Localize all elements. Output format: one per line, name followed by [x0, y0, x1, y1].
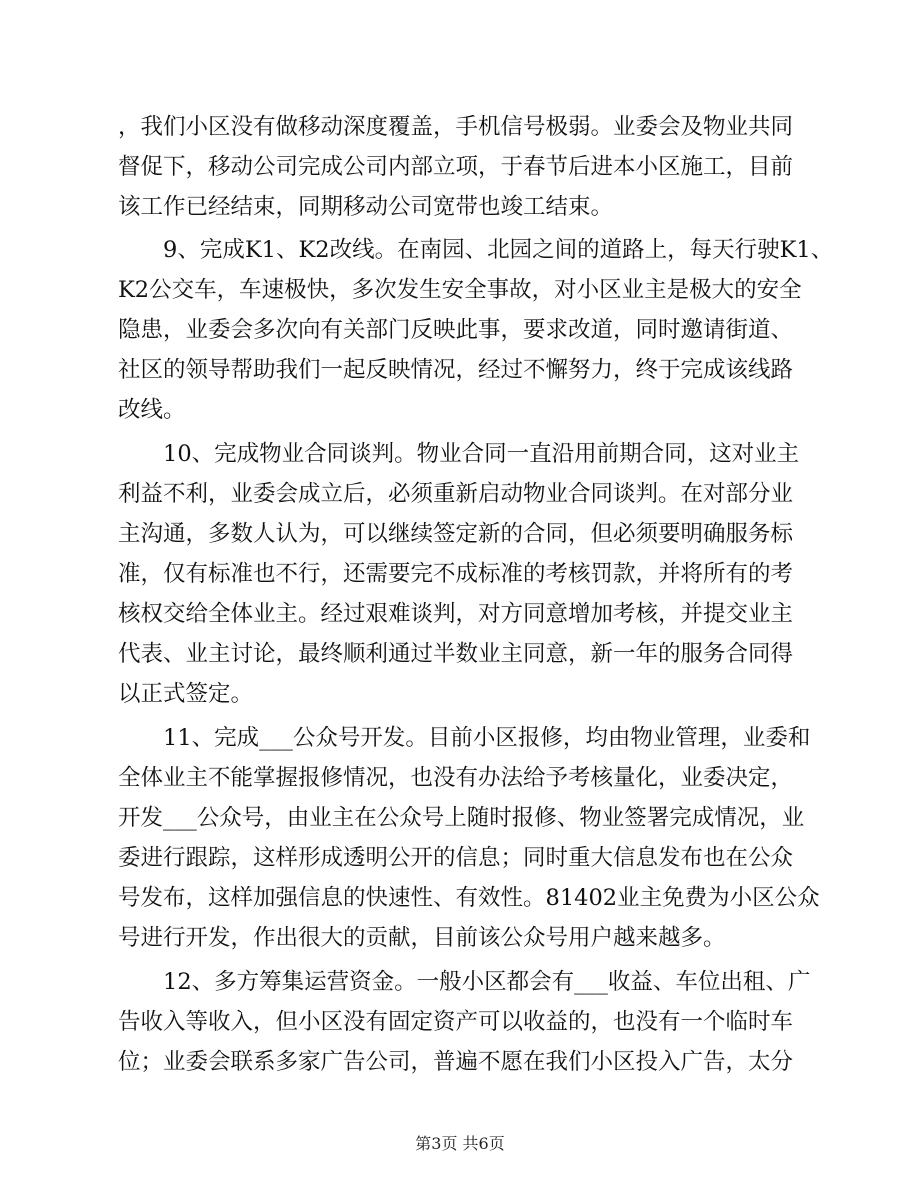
page-number-footer: 第3页 共6页 — [415, 1134, 505, 1153]
body-text-line: 号进行开发，作出很大的贡献，目前该公众号用户越来越多。 — [118, 925, 726, 951]
body-text-line: 代表、业主讨论，最终顺利通过半数业主同意，新一年的服务合同得 — [118, 641, 794, 667]
body-text-line: 准，仅有标准也不行，还需要完不成标准的考核罚款，并将所有的考 — [118, 561, 794, 587]
body-text-line: 主沟通，多数人认为，可以继续签定新的合同，但必须要明确服务标 — [118, 521, 794, 547]
body-text-line: 以正式签定。 — [118, 681, 254, 707]
body-text-line: 11、完成___公众号开发。目前小区报修，均由物业管理，业委和 — [118, 725, 811, 751]
body-text-line: 利益不利，业委会成立后，必须重新启动物业合同谈判。在对部分业 — [118, 481, 794, 507]
body-text-line: 核权交给全体业主。经过艰难谈判，对方同意增加考核，并提交业主 — [118, 601, 794, 627]
body-text-line: 位；业委会联系多家广告公司，普遍不愿在我们小区投入广告，太分 — [118, 1049, 794, 1075]
body-text-line: 改线。 — [118, 397, 186, 423]
body-text-line: 社区的领导帮助我们一起反映情况，经过不懈努力，终于完成该线路 — [118, 357, 794, 383]
body-text-line: 告收入等收入，但小区没有固定资产可以收益的，也没有一个临时车 — [118, 1009, 794, 1035]
body-text-line: 全体业主不能掌握报修情况，也没有办法给予考核量化，业委决定， — [118, 765, 794, 791]
body-text-line: 10、完成物业合同谈判。物业合同一直沿用前期合同，这对业主 — [118, 441, 800, 467]
body-text-line: 委进行跟踪，这样形成透明公开的信息；同时重大信息发布也在公众 — [118, 845, 794, 871]
body-text-line: 12、多方筹集运营资金。一般小区都会有___收益、车位出租、广 — [118, 969, 811, 995]
body-text-line: 隐患，业委会多次向有关部门反映此事，要求改道，同时邀请街道、 — [118, 317, 794, 343]
body-text-line: 该工作已经结束，同期移动公司宽带也竣工结束。 — [118, 194, 614, 220]
body-text-line: 9、完成K1、K2改线。在南园、北园之间的道路上，每天行驶K1、 — [118, 237, 834, 263]
body-text-line: ，我们小区没有做移动深度覆盖，手机信号极弱。业委会及物业共同 — [118, 114, 794, 140]
body-text-line: 开发___公众号，由业主在公众号上随时报修、物业签署完成情况，业 — [118, 805, 805, 831]
body-text-line: K2公交车，车速极快，多次发生安全事故，对小区业主是极大的安全 — [118, 277, 802, 303]
body-text-line: 督促下，移动公司完成公司内部立项，于春节后进本小区施工，目前 — [118, 154, 794, 180]
body-text-line: 号发布，这样加强信息的快速性、有效性。81402业主免费为小区公众 — [118, 885, 820, 911]
